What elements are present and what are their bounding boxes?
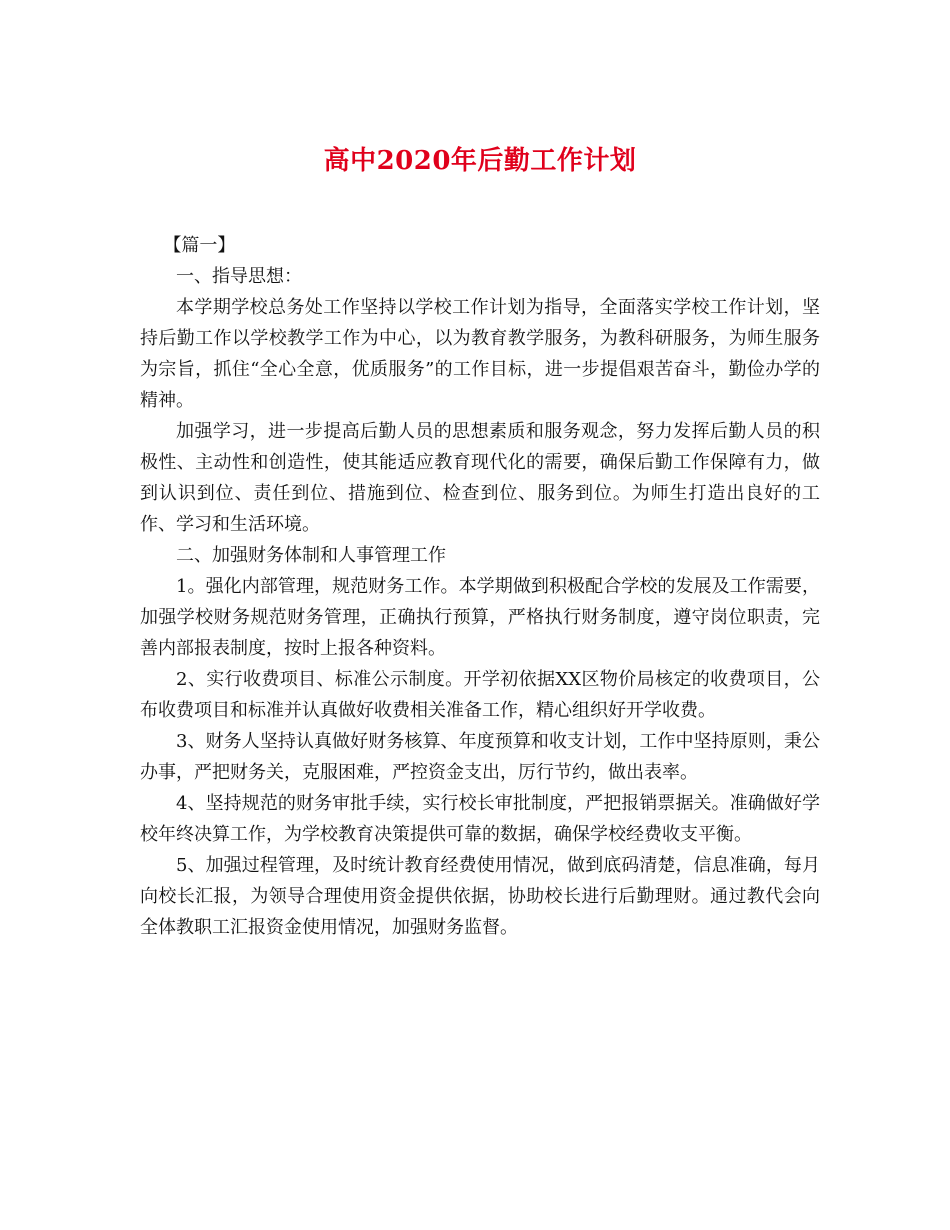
section-heading-finance-personnel: 二、加强财务体制和人事管理工作 (176, 545, 446, 566)
section-heading-guiding-ideology: 一、指导思想： (176, 266, 302, 287)
list-item-5: 5、加强过程管理，及时统计教育经费使用情况，做到底码清楚，信息准确，每月向校长汇报，为领导合理使用资金提供依据，协助校长进行后勤理财。通过教代会向全体教职工汇报资金使用情况，加强财务监督。 (140, 855, 820, 938)
list-item-2: 2、实行收费项目、标准公示制度。开学初依据XX区物价局核定的收费项目，公布收费项目和标准并认真做好收费相关准备工作，精心组织好开学收费。 (140, 669, 820, 721)
list-item-4: 4、坚持规范的财务审批手续，实行校长审批制度，严把报销票据关。准确做好学校年终决算工作，为学校教育决策提供可靠的数据，确保学校经费收支平衡。 (140, 793, 820, 845)
paragraph-guiding-ideology: 本学期学校总务处工作坚持以学校工作计划为指导，全面落实学校工作计划，坚持后勤工作以学校教学工作为中心，以为教育教学服务，为教科研服务，为师生服务为宗旨，抓住“全心全意，优质服务”的工作目标，进一步提倡艰苦奋斗，勤俭办学的精神。 (140, 297, 820, 411)
section-label: 【篇一】 (163, 235, 236, 256)
list-item-3: 3、财务人坚持认真做好财务核算、年度预算和收支计划，工作中坚持原则，秉公办事，严把财务关，克服困难，严控资金支出，厉行节约，做出表率。 (140, 731, 820, 783)
document-title: 高中2020年后勤工作计划 (323, 146, 637, 176)
paragraph-strengthen-learning: 加强学习，进一步提高后勤人员的思想素质和服务观念，努力发挥后勤人员的积极性、主动性和创造性，使其能适应教育现代化的需要，确保后勤工作保障有力，做到认识到位、责任到位、措施到位、检查到位、服务到位。为师生打造出良好的工作、学习和生活环境。 (140, 421, 820, 535)
list-item-1: 1。强化内部管理，规范财务工作。本学期做到积极配合学校的发展及工作需要，加强学校财务规范财务管理，正确执行预算，严格执行财务制度，遵守岗位职责，完善内部报表制度，按时上报各种资料。 (140, 576, 820, 659)
